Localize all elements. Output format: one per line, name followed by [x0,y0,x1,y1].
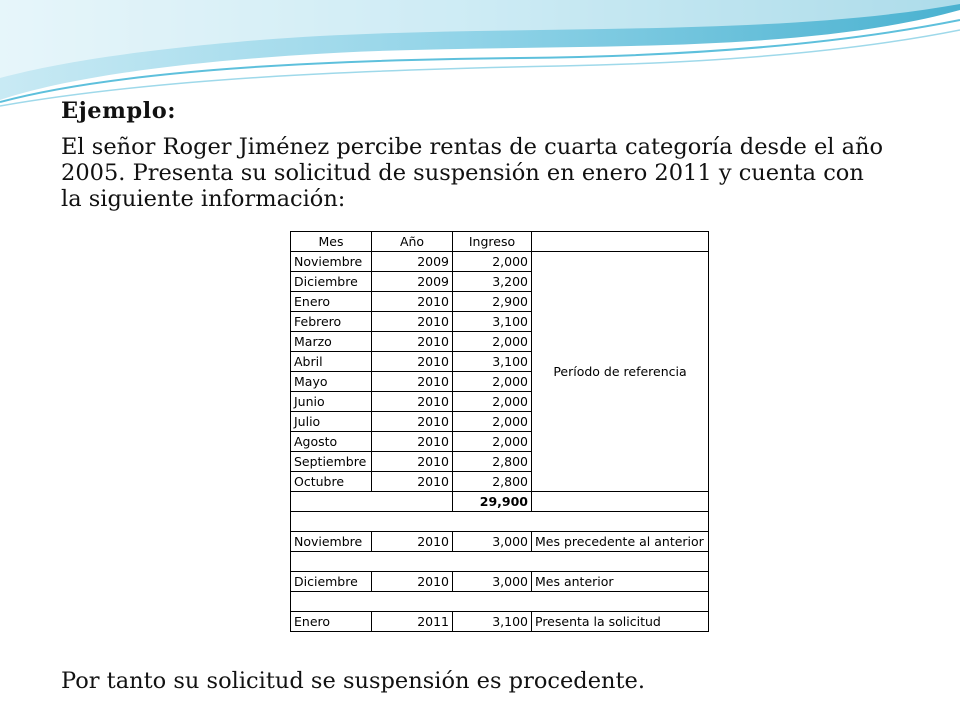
cell-ano: 2009 [372,252,453,272]
income-table [290,231,709,632]
total-row [291,492,709,512]
cell-mes: Julio [291,412,372,432]
cell-note: Presenta la solicitud [532,612,709,632]
spacer-cell [291,592,709,612]
cell-mes: Diciembre [291,572,372,592]
cell-ingreso: 2,000 [453,252,532,272]
intro-paragraph: El señor Roger Jiménez percibe rentas de cuarta categoría desde el año 2005. Presenta su solicitud de suspensión en enero 2011 y cuenta con la siguiente información: [61,134,884,212]
blank-cell [532,492,709,512]
cell-mes: Agosto [291,432,372,452]
cell-mes: Enero [291,612,372,632]
spacer-row [291,552,709,572]
cell-ano: 2010 [372,452,453,472]
cell-ano: 2010 [372,532,453,552]
spacer-cell [291,552,709,572]
cell-ano: 2010 [372,572,453,592]
table-row [291,252,709,272]
spacer-row [291,592,709,612]
cell-ingreso: 3,000 [453,532,532,552]
cell-ano: 2010 [372,392,453,412]
header-wave-decoration [0,0,960,110]
header-mes: Mes [291,232,372,252]
conclusion-paragraph: Por tanto su solicitud se suspensión es procedente. [61,668,646,694]
cell-ingreso: 3,100 [453,352,532,372]
slide-heading: Ejemplo: [61,98,177,124]
cell-mes: Junio [291,392,372,412]
spacer-row [291,512,709,532]
cell-ano: 2010 [372,292,453,312]
spacer-cell [291,512,709,532]
cell-ano: 2010 [372,432,453,452]
cell-ingreso: 2,000 [453,392,532,412]
cell-mes: Septiembre [291,452,372,472]
cell-ingreso: 2,800 [453,472,532,492]
cell-note: Mes anterior [532,572,709,592]
cell-ingreso: 3,100 [453,312,532,332]
cell-ano: 2010 [372,312,453,332]
cell-ano: 2010 [372,472,453,492]
table-row [291,532,709,552]
cell-mes: Octubre [291,472,372,492]
table-row [291,572,709,592]
cell-ingreso: 2,800 [453,452,532,472]
cell-ano: 2010 [372,372,453,392]
cell-ano: 2010 [372,352,453,372]
cell-mes: Noviembre [291,252,372,272]
cell-mes: Marzo [291,332,372,352]
cell-ingreso: 2,000 [453,372,532,392]
header-ano: Año [372,232,453,252]
blank-cell [291,492,453,512]
cell-ingreso: 2,900 [453,292,532,312]
cell-ingreso: 2,000 [453,412,532,432]
cell-ingreso: 3,200 [453,272,532,292]
table-header-row [291,232,709,252]
total-cell: 29,900 [453,492,532,512]
reference-period-label: Período de referencia [532,252,709,492]
cell-mes: Diciembre [291,272,372,292]
cell-ingreso: 3,000 [453,572,532,592]
header-ingreso: Ingreso [453,232,532,252]
cell-ano: 2010 [372,332,453,352]
cell-ano: 2011 [372,612,453,632]
cell-mes: Mayo [291,372,372,392]
cell-mes: Abril [291,352,372,372]
cell-note: Mes precedente al anterior [532,532,709,552]
cell-ano: 2010 [372,412,453,432]
cell-mes: Febrero [291,312,372,332]
cell-mes: Enero [291,292,372,312]
cell-ingreso: 2,000 [453,332,532,352]
cell-ano: 2009 [372,272,453,292]
cell-ingreso: 3,100 [453,612,532,632]
cell-mes: Noviembre [291,532,372,552]
header-note [532,232,709,252]
cell-ingreso: 2,000 [453,432,532,452]
table-row [291,612,709,632]
